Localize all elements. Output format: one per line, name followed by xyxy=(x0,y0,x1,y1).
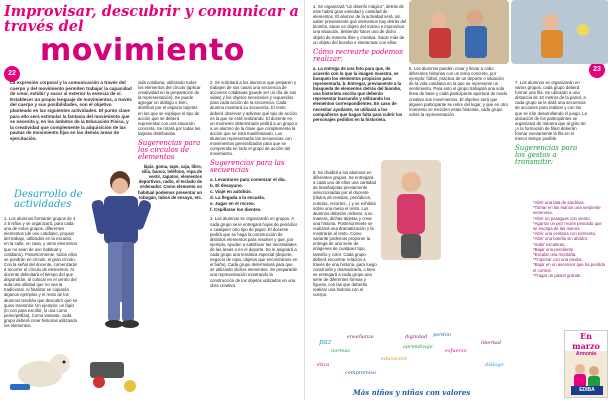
transmit-heading: Sugerencias para los gestos a transmitir: xyxy=(515,144,578,167)
transmit-item: *Bajar en un ascensor que ha perdido el control. xyxy=(533,262,606,273)
column-c xyxy=(210,80,298,290)
column-a xyxy=(4,216,78,330)
column-d xyxy=(313,4,407,124)
value-word: dignidad xyxy=(405,334,428,340)
seq-item: b. El desayuno. xyxy=(210,183,244,189)
seq-heading: Sugerencias para las secuencias xyxy=(210,159,285,175)
col-d-text-2: 5. Se dividirá a los alumnos en diferentes grupos. Se entregará a cada uno de ellos una cantidad de tiras/tarjetas previamente seleccionadas por el docente (títulos de revistas, periódicos, noticias, recortes...) y se exhibirá sobre una mesa el resto. Los alumnos deberán ordenar, a su manera, dichas tarjetas y crear una historia. Posteriormente se realizará una dramatización y la mostrarán al resto. Como variante podemos proponer la entrega de una serie de imágenes de cualquier tipo, tamaño y color. Cada grupo deberá encontrar relación a través de una historia, para luego construirla y dramatizarla, o bien se entregará a cada grupo una serie de diferentes formas y figuras, con las que deberán realizar una historia con el cuerpo. xyxy=(313,170,377,298)
seq-item: f. Cepillarse los dientes. xyxy=(210,207,262,213)
seq-item: d. La llegada a la escuela. xyxy=(210,195,266,201)
transmit-item: *Bajar una pendiente. xyxy=(533,246,575,252)
development-heading: Desarrollo de actividades xyxy=(14,189,83,210)
children-photo-top xyxy=(409,0,509,64)
values-slogan: Más niños y niñas con valores xyxy=(353,388,471,397)
right-page xyxy=(304,0,608,400)
page-number-left: 22 xyxy=(4,66,20,82)
transmit-item: *Escalar una montaña. xyxy=(533,252,577,258)
value-word: esfuerzo xyxy=(445,348,467,354)
transmit-item: *Subir escaleras. xyxy=(533,241,566,247)
transmit-item: *Tragar un pastel grande. xyxy=(533,272,582,278)
publisher-logo: EDIBA xyxy=(571,386,603,395)
col-e-text-1: 6. Los alumnos pueden crear y llevar a cabo diferentes historias con un tema concreto, por ejemplo: fútbol, práctica de un deporte o situación de la vida cotidiana en la que se represente un sentimiento. Para esto el grupo trabajará una sola línea de base y cada participante aportará de modo creativo sus movimientos. El objetivo será que alguien participante se retire del lugar, y que en otro momento se mezclen estas historias, cada grupo sobre la representación. xyxy=(409,66,508,117)
transmit-item: *Abrir una botella sin abridor. xyxy=(533,236,589,242)
ideas-text: a. La entrega de una foto para que, de acuerdo con lo que la imagen muestra, se busquen los elementos propicios para representarla. b. Entregar, previamente a la búsqueda de elementos detrás del biombo, una historieta escrita que deberán representar buscando y utilizando los elementos correspondientes. En caso de necesitar ayudante, se utilizará a los compañeros que hagan falta para cubrir los personajes pedidos en la historieta. xyxy=(313,65,403,122)
boy-photo xyxy=(80,170,158,345)
magazine-illustration xyxy=(566,359,606,389)
suggest-text: lápiz, goma, tape, caja, libro, silla, banco, teléfono, ropa de vestir, zapatos, elementos deportivos, radio, el teclado de ordenador. Como elemento no habitual podemos presentar un tobogán, tubos de ensayo, etc. xyxy=(138,164,202,200)
col-a-text: 1. Los alumnos formarán grupos de 4 ó 5 niños y se organizará, para cada uno de estos grupos, diferentes elementos (de uso cotidiano, propios del trabajo, utilizados en la escuela, en la calle, en casa, y otros elementos que no sean de uso habitual y cotidiano). Posteriormente, todos ellos se pondrán en círculo: el gran círculo. Con la señal del docente, comenzarán a recorrer el círculo de elementos. Al docente delimitará el tiempo del que dispondrán, al colocar en el centro del aula una utilidad que no sea la tradicional. Al finalizar se copiarán algunos ejemplos y el resto de los alumnos tendrán que descubrir qué se quiso transmitir. Un ejemplo: un lápiz (lo con para escribir, lo usa como peine/pelliza). Como variante, cada grupo deberá crear historias utilizando los elementos. xyxy=(4,216,78,328)
transmit-item: *Tomar en las manos una serpiente venenosa. xyxy=(533,205,601,216)
article-title-line: Improvisar, descubrir y comunicar a través del xyxy=(4,3,299,35)
transmit-item: *Agarrar un pez recién pescado que se escapa de las manos. xyxy=(533,220,602,232)
value-word: perdón xyxy=(433,332,451,338)
value-word: libertad xyxy=(481,340,501,346)
ideas-heading: Cómo recrearte podemos realizar: xyxy=(313,47,404,63)
magazine-cover[interactable] xyxy=(564,330,608,398)
col-d-text-1: 4. Se organizará "un disenfo mágico", detrás de este habrá gran variedad y cantidad de elementos. El alumno de la actividad será, sin saber previamente qué elementos hay detrás del biombo, sacar un objeto del mismo e improvisar una situación, debiendo hacer uso de dicho objeto de manera libre y creativa. Sacar más de un objeto del biombo e interactuar con ellos. xyxy=(313,4,407,45)
seq-item: a. Levantarse para comenzar el día. xyxy=(210,177,286,183)
transmit-item: *Abrir una lata de sardinas. xyxy=(533,200,585,205)
article-title-big: movimiento xyxy=(40,33,245,68)
value-word: paz xyxy=(319,338,332,346)
value-word: normas xyxy=(331,348,350,354)
suggest-heading: Sugerencias para los círculos de elementos xyxy=(138,139,201,162)
transmit-item: *Tropezar con una piedra. xyxy=(533,257,583,263)
transmit-list xyxy=(533,200,607,278)
value-word: compromiso xyxy=(345,370,377,376)
column-f xyxy=(515,80,587,169)
transmit-item: *Abrir una ventana con tormenta. xyxy=(533,231,597,237)
value-word: aprendizaje xyxy=(403,344,433,350)
objects-photo xyxy=(0,340,150,400)
column-d2 xyxy=(313,170,377,299)
value-word: diálogo xyxy=(485,362,504,368)
magazine-subtitle: Armonía xyxy=(575,351,597,357)
seq-item: e. Jugar en el recreo. xyxy=(210,201,256,207)
value-word: enseñanza xyxy=(347,334,374,340)
child-photo-middle xyxy=(381,160,441,260)
seq-item: c. Viaje en autobús. xyxy=(210,189,252,195)
value-word: educación xyxy=(381,356,407,362)
children-photo-right xyxy=(511,0,608,64)
col-e-text-2: 7. Los alumnos se organizarán en varios grupos, cada grupo deberá formar una fila. Se ubicarán a una distancia de 10 metros de la pared, a cada grupo se le dará una secuencia de acciones para realizar y con los que se irán desarrollando el juego. La ubicación de los participantes se organizará de manera que al grito de: ¡A la formación de filas! deberán formar nuevamente la fila en el menor tiempo posible. xyxy=(515,80,587,142)
seq-list xyxy=(210,177,298,213)
magazine-title: En marzo xyxy=(565,331,607,351)
transmit-item: *Abrir un paraguas con viento. xyxy=(533,215,591,221)
value-word: ética xyxy=(317,362,330,368)
col-c-text-1: 2. Se solicitará a los alumnos que preparen y trabajen de sus casas una secuencia de acciones cotidianas (puede ser un día de sus vidas) y los objetos necesarios y requeridos para cada acción de la secuencia. Cada alumno mostrará su secuencia. El resto deberá observar y adivinar qué tipo de acción es la que se está realizando. El docente en un momento determinado pedirá a un grupo o a un alumno de la clase que complemente la acción que se está manifestando. Los alumnos representarán las secuencias con movimientos generalizados para que se comprenda en todo el grupo de acción del movimiento. xyxy=(210,80,298,157)
intro-paragraph: La expresión corporal y la comunicación a través del cuerpo y del movimiento permiten trabajar la capacidad de crear, exhibir y sacar al exterior la esencia de sí. Establecer un propio lenguaje de movimientos, a través del cuerpo y sus posibilidades, son el objetivo planteado en las siguientes actividades. El punto clave para ello será estimular la fantasía del movimiento que se necesita y, en los ámbitos de la Educación Física, y la creatividad que complemente la adquisición de las pautas de movimiento fijas en las demás áreas de ejercitación. xyxy=(10,80,132,141)
column-e xyxy=(409,66,509,119)
col-b-text: vida cotidiana, utilizando todos los elementos del círculo (aplicar creatividad en la preparación de la representación). Se puede agregar un diálogo o bien, distribuir por el espacio tarjetas en las que se explique el tipo de acción que se deberá representar con una situación concreta. Se rotará por todas las tarjetas distribuidas. xyxy=(138,80,201,136)
col-c-text-2: 3. Los alumnos se organizarán en grupos. A cada grupo se le entregará hojas de periódico o cualquier otro tipo de papel. El docente pedirá que se haga la construcción de distintos elementos para resolver y que, por ejemplo, ayuden a satisfacer las necesidades de las áreas o en el deporte. Se le asignará a cada grupo una temática especial (deporte, negocio de ropa, objetos que encontramos en el baño). Cada grupo determinará para que se utilizarán dichos elementos. Se prepararán una representación mostrando la construcción de los objetos utilizados en una obra creativa. xyxy=(210,216,298,288)
page-number-right: 23 xyxy=(589,62,605,78)
